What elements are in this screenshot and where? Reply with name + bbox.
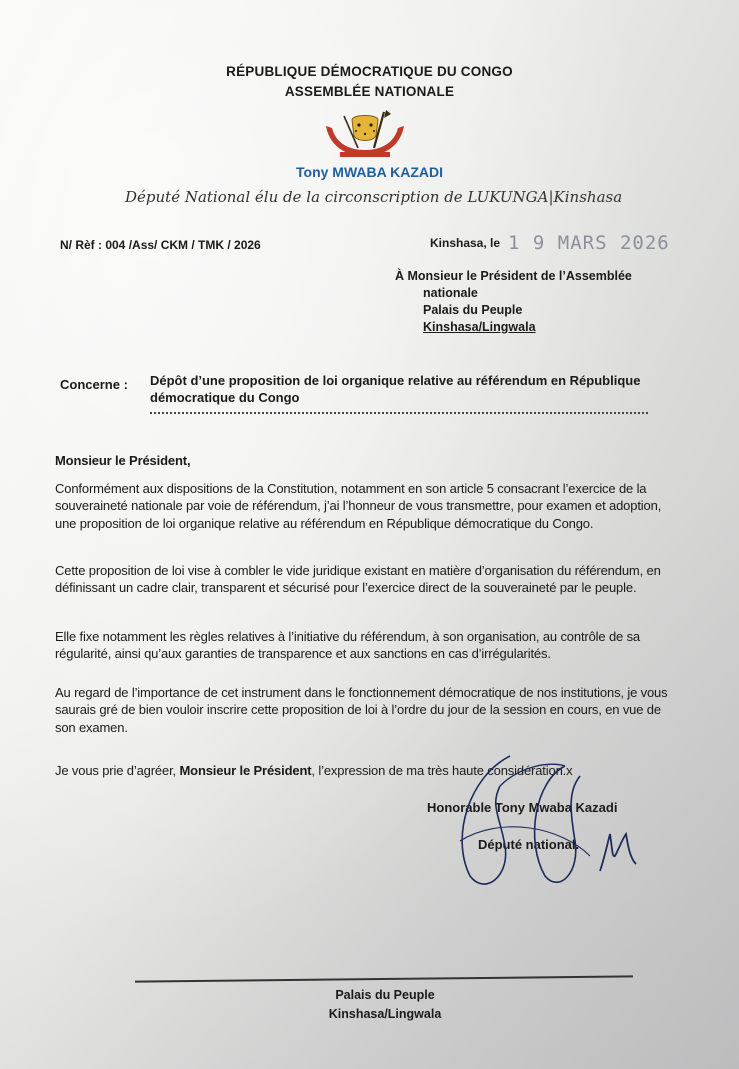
body-paragraph: Elle fixe notamment les règles relatives à l’initiative du référendum, à son organisation, au contrôle de sa régularité, ainsi qu’aux garanties de transparence et aux sanctions en cas d’irrégularités. xyxy=(55,629,641,662)
closing-emphasis: Monsieur le Président xyxy=(179,763,312,778)
body-paragraph: Au regard de l’importance de cet instrument dans le fonctionnement démocratique de nos institutions, je vous saurais gré de bien vouloir inscrire cette proposition de loi à l’ordre du jour de la session en cours, en vue de son examen. xyxy=(55,685,668,735)
closing-text: Je vous prie d’agréer, xyxy=(55,763,180,778)
closing-text: , l’expression de ma très haute considération.x xyxy=(311,763,573,778)
assembly-heading: ASSEMBLÉE NATIONALE xyxy=(284,84,455,99)
signer-role: Député national. xyxy=(478,837,580,852)
national-emblem-icon xyxy=(318,108,412,164)
subject-label: Concerne : xyxy=(60,377,128,392)
reference-number: N/ Rèf : 004 /Ass/ CKM / TMK / 2026 xyxy=(60,238,261,252)
addressee-line: Palais du Peuple xyxy=(423,303,523,317)
deputy-name: Tony MWABA KAZADI xyxy=(296,164,443,180)
salutation: Monsieur le Président, xyxy=(55,453,191,468)
addressee-line: nationale xyxy=(423,286,478,300)
country-heading: RÉPUBLIQUE DÉMOCRATIQUE DU CONGO xyxy=(226,64,513,79)
subject-text: Dépôt d’une proposition de loi organique relative au référendum en République démocratique du Congo xyxy=(150,373,641,405)
handwritten-signature xyxy=(440,746,650,896)
footer-city: Kinshasa/Lingwala xyxy=(328,1007,442,1021)
addressee-city: Kinshasa/Lingwala xyxy=(423,320,536,334)
deputy-title: Député National élu de la circonscription de LUKUNGA|Kinshasa xyxy=(125,188,623,206)
body-paragraph: Conformément aux dispositions de la Constitution, notamment en son article 5 consacrant l’exercice de la souveraineté nationale par voie de référendum, j’ai l’honneur de vous transmettre, pour examen et adoption, une proposition de loi organique relative au référendum en République démocratique du Congo. xyxy=(55,481,662,531)
footer-address: Palais du Peuple xyxy=(335,988,435,1002)
place-date-label: Kinshasa, le xyxy=(430,236,501,250)
addressee-line: À Monsieur le Président de l’Assemblée xyxy=(395,269,632,283)
footer-divider xyxy=(135,975,633,982)
subject-divider xyxy=(150,412,648,414)
body-paragraph: Cette proposition de loi vise à combler le vide juridique existant en matière d’organisation du référendum, en définissant un cadre clair, transparent et sécurisé pour l’exercice direct de la souveraineté par le peuple. xyxy=(55,563,661,596)
signer-name: Honorable Tony Mwaba Kazadi xyxy=(427,800,618,815)
date-stamp: 1 9 MARS 2026 xyxy=(508,232,670,254)
